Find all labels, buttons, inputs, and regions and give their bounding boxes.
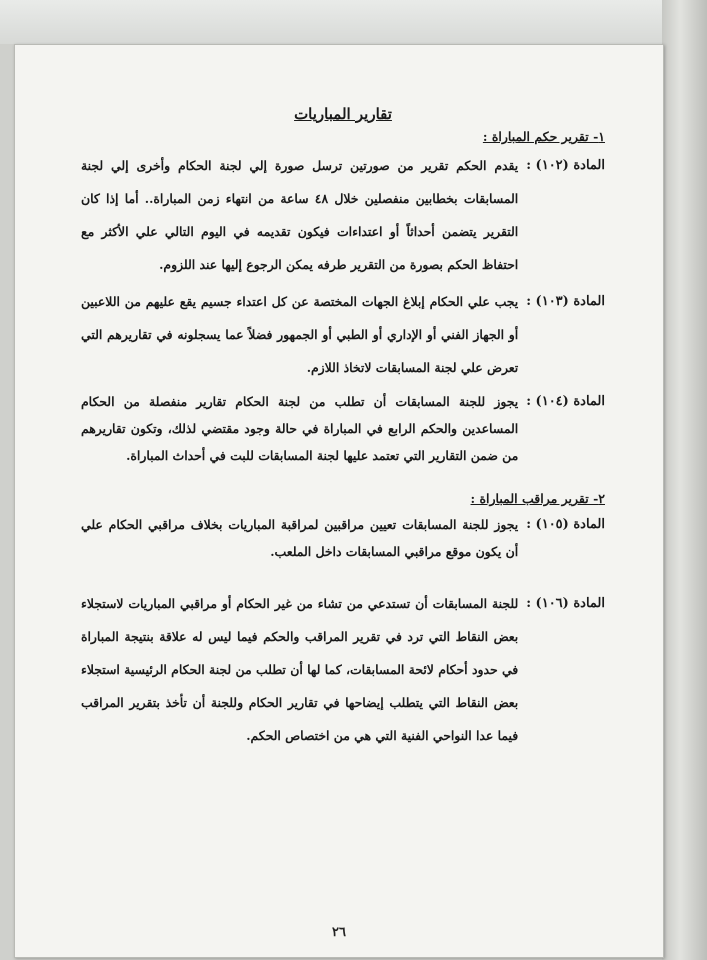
article-label: المادة (١٠٢) : <box>526 158 605 173</box>
article-text: يجوز للجنة المسابقات أن تطلب من لجنة الحكام تقارير منفصلة من الحكام المساعدين والحكم الرابع في المباراة في حالة وجود مقتضي لذلك، وتكون تقاريرهم من ضمن التقارير التي تعتمد عليها لجنة المسابقات للبت في أحداث المباراة. <box>81 394 519 463</box>
article-104 <box>81 388 605 469</box>
document-page <box>14 44 664 958</box>
article-103 <box>81 285 605 384</box>
article-106 <box>81 587 605 752</box>
article-105 <box>81 511 605 565</box>
article-label: المادة (١٠٥) : <box>526 517 605 532</box>
section-heading-observer-report: ٢- تقرير مراقب المباراة : <box>470 491 605 506</box>
article-102 <box>81 149 605 281</box>
page-title: تقارير المباريات <box>294 105 392 123</box>
article-text: يقدم الحكم تقرير من صورتين ترسل صورة إلي لجنة الحكام وأخرى إلي لجنة المسابقات بخطابين منفصلين خلال ٤٨ ساعة من انتهاء زمن المباراة.. أما إذا كان التقرير يتضمن أحداثاً أو اعتداءات فيكون تقديمه في اليوم التالي علي الأكثر مع احتفاظ الحكم بصورة من التقرير طرفه يمكن الرجوع إليها عند اللزوم. <box>81 158 519 272</box>
background-right-edge <box>662 0 707 960</box>
page-content <box>81 105 605 752</box>
article-text: يجوز للجنة المسابقات تعيين مراقبين لمراقبة المباريات بخلاف مراقبي الحكام علي أن يكون موقع مراقبي المسابقات داخل الملعب. <box>81 517 519 559</box>
article-label: المادة (١٠٣) : <box>526 294 605 309</box>
section-heading-referee-report: ١- تقرير حكم المباراة : <box>482 129 605 144</box>
page-number: ٢٦ <box>332 925 346 940</box>
article-text: يجب علي الحكام إبلاغ الجهات المختصة عن كل اعتداء جسيم يقع عليهم من اللاعبين أو الجهاز الفني أو الإداري أو الطبي أو الجمهور فضلاً عما يسجلونه في تقاريرهم التي تعرض علي لجنة المسابقات لاتخاذ اللازم. <box>81 294 519 375</box>
background-top <box>0 0 707 44</box>
article-label: المادة (١٠٦) : <box>526 596 605 611</box>
article-label: المادة (١٠٤) : <box>526 394 605 409</box>
article-text: للجنة المسابقات أن تستدعي من تشاء من غير الحكام أو مراقبي المباريات لاستجلاء بعض النقاط التي ترد في تقرير المراقب والحكم فيما ليس له علاقة بنتيجة المباراة في حدود أحكام لائحة المسابقات، كما لها أن تطلب من لجنة الحكام الرئيسية استجلاء بعض النقاط التي يتطلب إيضاحها في تقارير الحكام وللجنة أن تأخذ بتقرير المراقب فيما عدا النواحي الفنية التي هي من اختصاص الحكم. <box>81 596 519 743</box>
